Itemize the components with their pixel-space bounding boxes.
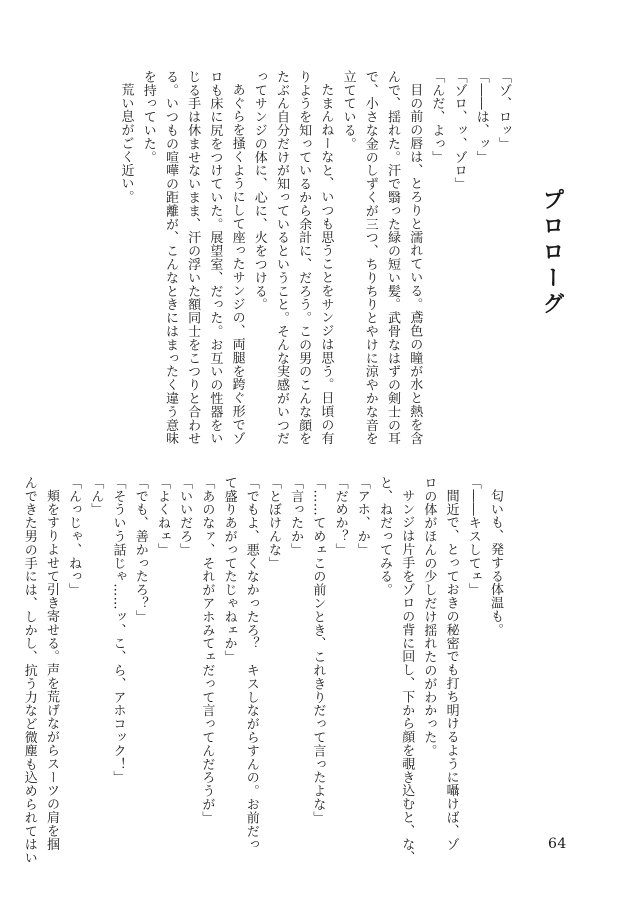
page-number: 64 xyxy=(548,836,567,852)
text-line: る。いつもの喧嘩の距離が、こんなときにはまったく違う意味 xyxy=(162,70,178,446)
text-line: 間近で、とっておきの秘密でも打ち明けるように囁けば、ゾ xyxy=(443,489,459,851)
text-line: 「でもよ、悪くなかったろ？ キスしながらすんの。お前だっ xyxy=(243,476,259,852)
text-line: て盛りあがってたじゃねェか」 xyxy=(221,476,237,664)
text-line: 「ゾロ、ッ、ゾロ」 xyxy=(451,70,467,191)
text-line: で、小さな金のしずくが三つ、ちりちりとやけに涼やかな音を xyxy=(362,70,378,446)
text-line: 「いいだろ」 xyxy=(177,476,193,557)
text-line: りようを知っているから余計に、だろう。この男のこんな顔を xyxy=(296,70,312,446)
text-line: たぶん自分だけが知っているということ。そんな実感がいつだ xyxy=(273,70,289,446)
text-line: 「でも、善かったろ？」 xyxy=(132,476,148,624)
text-line: 「んっじゃ、ねっ」 xyxy=(66,476,82,597)
text-line: 「アホ、か」 xyxy=(354,476,370,557)
text-line: 「ん」 xyxy=(88,476,104,517)
text-line: 立てている。 xyxy=(340,70,356,151)
text-line: 匂いも、発する体温も。 xyxy=(488,489,503,637)
text-line: 「よくねェ」 xyxy=(154,476,170,557)
text-line: んで、揺れた。汗で翳った緑の短い髪。武骨なはずの剣士の耳 xyxy=(384,70,400,446)
text-line: 「……てめェこの前ンとき、これきりだって言ったよな」 xyxy=(310,476,326,825)
text-line: 「あのなァ、それがアホみてェだって言ってんだろうが」 xyxy=(199,476,215,825)
text-line: じる手は休ませないまま、汗の浮いた額同士をこつりと合わせ xyxy=(185,70,201,446)
text-line: 「――は、ッ」 xyxy=(473,70,489,164)
text-line: 「言ったか」 xyxy=(288,476,304,557)
text-line: たまんねーなと、いつも思うことをサンジは思う。日頃の有 xyxy=(318,83,334,445)
text-line: 「だめか？」 xyxy=(332,476,348,557)
text-line: ってサンジの体に、心に、火をつける。 xyxy=(251,70,267,312)
text-line: ロの体がほんの少しだけ揺れたのがわかった。 xyxy=(421,476,437,758)
top-text-block xyxy=(114,70,514,446)
text-line: 「ゾ、ロッ」 xyxy=(496,70,511,151)
text-line: 「とぼけんな」 xyxy=(265,476,281,570)
text-line: 頬をすりよせて引き寄せる。声を荒げながらスーツの肩を掴 xyxy=(43,489,59,851)
chapter-title: プロローグ xyxy=(539,188,565,318)
text-line: あぐらを掻くようにして座ったサンジの、両腿を跨ぐ形でゾ xyxy=(229,83,245,445)
text-line: と、ねだってみる。 xyxy=(376,476,392,597)
bottom-text-block xyxy=(18,476,506,865)
text-line: を持っていた。 xyxy=(140,70,156,164)
text-line: サンジは片手をゾロの背に回し、下から顔を覗き込むと、な、 xyxy=(399,489,415,865)
text-line: 「んだ、よっ」 xyxy=(429,70,445,164)
text-line: 荒い息がごく近い。 xyxy=(118,83,134,204)
text-line: ロも床に尻をつけていた。展望室、だった。お互いの性器をい xyxy=(207,70,223,446)
text-line: んできた男の手には、しかし、抗う力など微塵も込められてはい xyxy=(21,476,37,865)
text-line: 「――キスしてェ」 xyxy=(465,476,481,597)
text-line: 目の前の唇は、とろりと濡れている。鳶色の瞳が水と熱を含 xyxy=(407,83,423,445)
text-line: 「そういう話じゃ……ッ、こ、ら、アホコック！」 xyxy=(110,476,126,785)
